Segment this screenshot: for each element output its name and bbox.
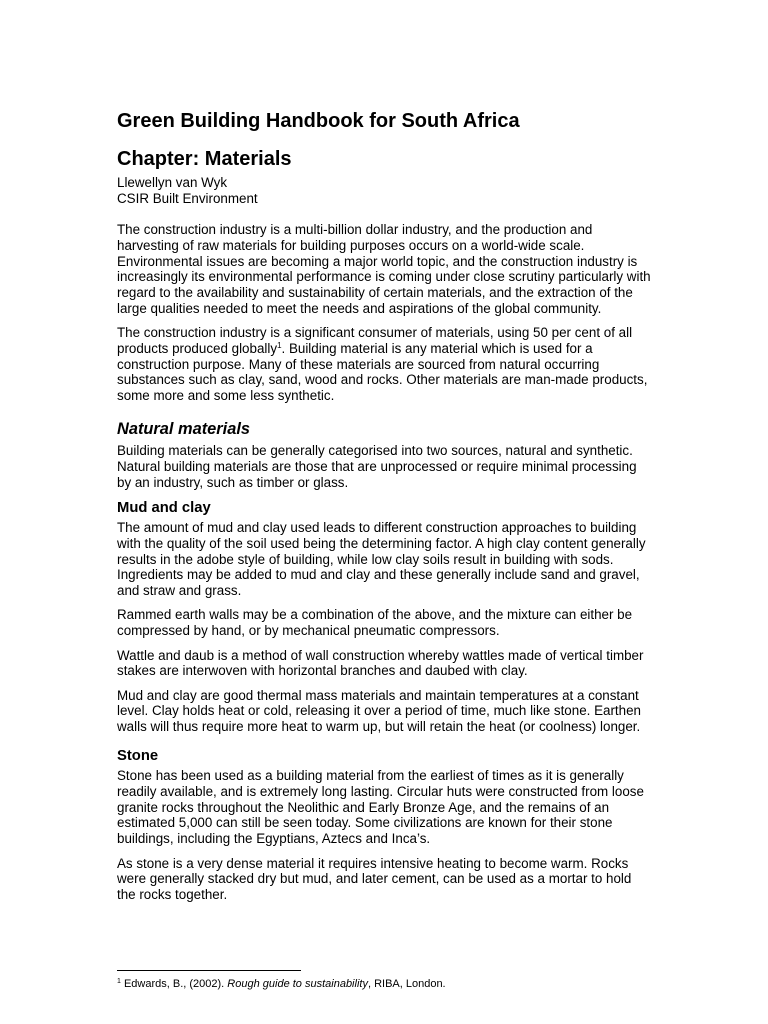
section-paragraph: As stone is a very dense material it requires intensive heating to become warm. Rocks were generally stacked dry but mud, and later cement, can be used as a mortar to hold the rocks together.	[117, 855, 632, 903]
subsection-heading-stone: Stone	[117, 748, 159, 765]
footnote-work-title: Rough guide to sustainability	[227, 978, 368, 990]
section-paragraph: Wattle and daub is a method of wall construction whereby wattles made of vertical timber stakes are interwoven with horizontal branches and daubed with clay.	[117, 647, 644, 679]
document-body	[117, 222, 652, 911]
document-title: Green Building Handbook for South Africa	[117, 110, 520, 132]
section-paragraph: Stone has been used as a building material from the earliest of times as it is generally readily available, and is extremely long lasting. Circular huts were constructed from loose granite rocks throughout the Neolithic and Early Bronze Age, and the remains of an estimated 5,000 can still be seen today. Some civilizations are known for their stone buildings, including the Egyptians, Aztecs and Inca’s.	[117, 768, 644, 847]
section-paragraph: The amount of mud and clay used leads to different construction approaches to building with the quality of the soil used being the determining factor. A high clay content generally results in the adobe style of building, while low clay soils result in building with sods. Ingredients may be added to mud and clay and these generally include sand and gravel, and straw and grass.	[117, 519, 646, 599]
chapter-title: Chapter: Materials	[117, 148, 292, 170]
section-heading-natural-materials: Natural materials	[117, 420, 251, 439]
byline	[117, 175, 258, 207]
footnote-publisher: , RIBA, London.	[367, 978, 446, 990]
intro-paragraph	[117, 325, 652, 404]
footnote-number: 1	[117, 978, 121, 985]
section-paragraph: Building materials can be generally categorised into two sources, natural and synthetic. Natural building materials are those that are unprocessed or require minimal processing by an industry, such as timber or glass.	[117, 443, 637, 490]
footnote-author: Edwards, B., (2002).	[123, 978, 228, 990]
subsection-heading-mud-and-clay: Mud and clay	[117, 499, 211, 516]
author-name: Llewellyn van Wyk	[117, 175, 228, 190]
section-paragraph: Rammed earth walls may be a combination of the above, and the mixture can either be compressed by hand, or by mechanical pneumatic compressors.	[117, 607, 633, 639]
intro-paragraph: The construction industry is a multi-billion dollar industry, and the production and harvesting of raw materials for building purposes occurs on a world-wide scale. Environmental issues are becoming a major world topic, and the construction industry is increasingly its environmental performance is coming under close scrutiny particularly with regard to the availability and sustainability of certain materials, and the extraction of the large qualities needed to meet the needs and aspirations of the global community.	[117, 222, 651, 316]
footnote-divider	[117, 970, 301, 971]
footnote-reference: 1	[277, 340, 282, 350]
intro-text: . Building material is any material which is used for a construction purpose. Many of these materials are sourced from natural occurring substances such as clay, sand, wood and rocks. Other materials are man-made products, some more and some less synthetic.	[117, 340, 648, 404]
author-organisation: CSIR Built Environment	[117, 190, 258, 206]
section-paragraph: Mud and clay are good thermal mass materials and maintain temperatures at a constant level. Clay holds heat or cold, releasing it over a period of time, much like stone. Earthen walls will thus require more heat to warm up, but will retain the heat (or coolness) longer.	[117, 687, 641, 735]
footnote	[117, 977, 446, 991]
intro-text: The construction industry is a significant consumer of materials, using 50 per cent of all products produced globally	[117, 325, 633, 356]
